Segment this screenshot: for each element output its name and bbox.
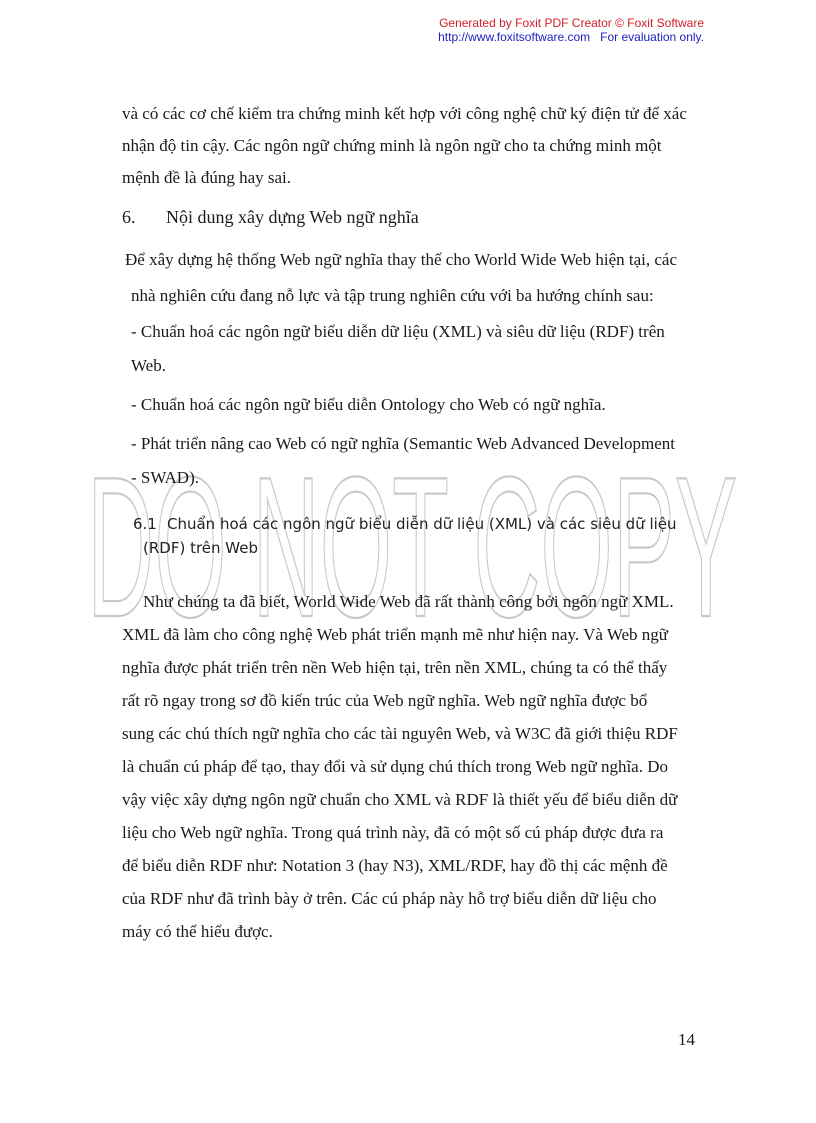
main-line-4: rất rõ ngay trong sơ đồ kiến trúc của Web ngữ nghĩa. Web ngữ nghĩa được bổ (122, 691, 648, 710)
foxit-banner (438, 16, 704, 44)
section-6-heading (122, 200, 419, 235)
section-6-1-title-line-2: (RDF) trên Web (143, 539, 258, 557)
page-number: 14 (678, 1030, 695, 1049)
main-line-7: vậy việc xây dựng ngôn ngữ chuẩn cho XML và RDF là thiết yếu để biểu diễn dữ (122, 790, 678, 809)
section-6-1-number: 6.1 (133, 515, 157, 533)
watermark-text: DO NOT COPY (87, 448, 737, 638)
foxit-banner-line1: Generated by Foxit PDF Creator © Foxit Software (439, 16, 704, 30)
main-line-9: để biểu diễn RDF như: Notation 3 (hay N3), XML/RDF, hay đồ thị các mệnh đề (122, 856, 668, 875)
section-6-1-title-line-1: Chuẩn hoá các ngôn ngữ biểu diễn dữ liệu (XML) và các siêu dữ liệu (167, 515, 677, 533)
section6-intro-line-1: Để xây dựng hệ thống Web ngữ nghĩa thay thế cho World Wide Web hiện tại, các (125, 250, 677, 269)
section6-intro-line-2: nhà nghiên cứu đang nỗ lực và tập trung nghiên cứu với ba hướng chính sau: (131, 286, 654, 305)
main-line-6: là chuẩn cú pháp để tạo, thay đổi và sử dụng chú thích trong Web ngữ nghĩa. Do (122, 757, 668, 776)
intro-line-3: mệnh đề là đúng hay sai. (122, 168, 292, 187)
bullet-2: - Chuẩn hoá các ngôn ngữ biểu diễn Ontology cho Web có ngữ nghĩa. (131, 395, 606, 414)
foxit-banner-line2[interactable]: http://www.foxitsoftware.com For evaluation only. (438, 30, 704, 44)
section-6-1-heading (133, 512, 693, 560)
bullet-3-line-2: - SWAD). (131, 468, 199, 487)
main-line-2: XML đã làm cho công nghệ Web phát triển mạnh mẽ như hiện nay. Và Web ngữ (122, 625, 669, 644)
intro-line-1: và có các cơ chế kiểm tra chứng minh kết hợp với công nghệ chữ ký điện tử để xác (122, 104, 687, 123)
intro-line-2: nhận độ tin cậy. Các ngôn ngữ chứng minh là ngôn ngữ cho ta chứng minh một (122, 136, 662, 155)
main-line-10: của RDF như đã trình bày ở trên. Các cú pháp này hỗ trợ biểu diễn dữ liệu cho (122, 889, 657, 908)
section-6-title: Nội dung xây dựng Web ngữ nghĩa (166, 207, 419, 227)
bullet-1-line-2: Web. (131, 356, 166, 375)
bullet-3-line-1: - Phát triển nâng cao Web có ngữ nghĩa (Semantic Web Advanced Development (131, 434, 676, 453)
section-6-number: 6. (122, 207, 136, 227)
main-line-3: nghĩa được phát triển trên nền Web hiện tại, trên nền XML, chúng ta có thể thấy (122, 658, 668, 677)
main-line-1: Như chúng ta đã biết, World Wide Web đã rất thành công bởi ngôn ngữ XML. (143, 592, 674, 611)
main-line-11: máy có thể hiểu được. (122, 922, 273, 941)
bullet-1-line-1: - Chuẩn hoá các ngôn ngữ biểu diễn dữ liệu (XML) và siêu dữ liệu (RDF) trên (131, 322, 665, 341)
main-line-8: liệu cho Web ngữ nghĩa. Trong quá trình này, đã có một số cú pháp được đưa ra (122, 823, 664, 842)
main-line-5: sung các chú thích ngữ nghĩa cho các tài nguyên Web, và W3C đã giới thiệu RDF (122, 724, 678, 743)
